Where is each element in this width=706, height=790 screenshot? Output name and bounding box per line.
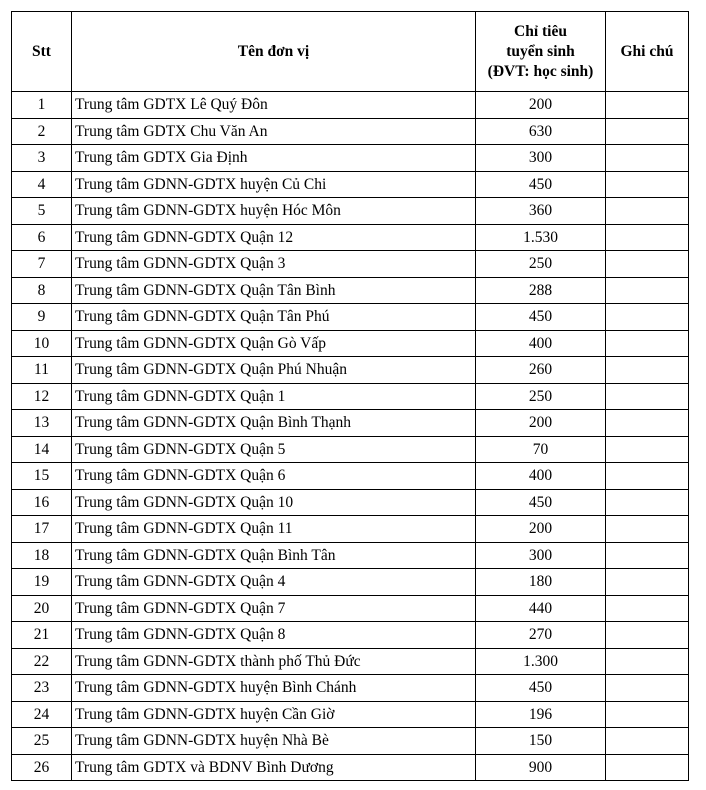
table-row <box>12 92 689 119</box>
row-note <box>606 516 689 543</box>
row-quota: 250 <box>476 251 606 278</box>
table-row <box>12 463 689 490</box>
table-row <box>12 410 689 437</box>
row-stt: 14 <box>12 436 72 463</box>
table-row <box>12 675 689 702</box>
table-row <box>12 145 689 172</box>
row-stt: 2 <box>12 118 72 145</box>
table-body <box>12 92 689 781</box>
row-unit-name: Trung tâm GDNN-GDTX Quận 12 <box>72 224 476 251</box>
row-quota: 300 <box>476 542 606 569</box>
row-stt: 21 <box>12 622 72 649</box>
row-stt: 9 <box>12 304 72 331</box>
table-row <box>12 595 689 622</box>
row-note <box>606 330 689 357</box>
table-row <box>12 198 689 225</box>
row-note <box>606 198 689 225</box>
row-stt: 15 <box>12 463 72 490</box>
header-quota <box>476 12 606 92</box>
row-quota: 900 <box>476 754 606 781</box>
row-unit-name: Trung tâm GDNN-GDTX Quận Phú Nhuận <box>72 357 476 384</box>
table-row <box>12 648 689 675</box>
row-note <box>606 92 689 119</box>
row-note <box>606 701 689 728</box>
row-unit-name: Trung tâm GDTX Gia Định <box>72 145 476 172</box>
row-quota: 250 <box>476 383 606 410</box>
header-quota-line1: Chỉ tiêu <box>514 22 567 40</box>
row-quota: 70 <box>476 436 606 463</box>
row-unit-name: Trung tâm GDNN-GDTX huyện Bình Chánh <box>72 675 476 702</box>
row-quota: 630 <box>476 118 606 145</box>
row-stt: 16 <box>12 489 72 516</box>
row-stt: 6 <box>12 224 72 251</box>
table-row <box>12 622 689 649</box>
table-row <box>12 304 689 331</box>
row-stt: 26 <box>12 754 72 781</box>
row-quota: 288 <box>476 277 606 304</box>
row-stt: 4 <box>12 171 72 198</box>
row-quota: 270 <box>476 622 606 649</box>
row-unit-name: Trung tâm GDNN-GDTX huyện Củ Chi <box>72 171 476 198</box>
table-row <box>12 330 689 357</box>
row-quota: 450 <box>476 675 606 702</box>
row-quota: 450 <box>476 171 606 198</box>
table-row <box>12 251 689 278</box>
row-stt: 25 <box>12 728 72 755</box>
row-unit-name: Trung tâm GDNN-GDTX huyện Nhà Bè <box>72 728 476 755</box>
row-quota: 150 <box>476 728 606 755</box>
table-row <box>12 383 689 410</box>
row-stt: 13 <box>12 410 72 437</box>
row-note <box>606 171 689 198</box>
table-row <box>12 569 689 596</box>
table-row <box>12 489 689 516</box>
row-quota: 260 <box>476 357 606 384</box>
table-row <box>12 701 689 728</box>
row-unit-name: Trung tâm GDNN-GDTX Quận 7 <box>72 595 476 622</box>
row-quota: 1.530 <box>476 224 606 251</box>
header-note: Ghi chú <box>606 12 689 92</box>
row-stt: 7 <box>12 251 72 278</box>
row-note <box>606 118 689 145</box>
row-note <box>606 224 689 251</box>
row-unit-name: Trung tâm GDNN-GDTX Quận 6 <box>72 463 476 490</box>
row-stt: 19 <box>12 569 72 596</box>
row-unit-name: Trung tâm GDNN-GDTX Quận 10 <box>72 489 476 516</box>
table-row <box>12 754 689 781</box>
row-unit-name: Trung tâm GDNN-GDTX Quận Tân Phú <box>72 304 476 331</box>
enrollment-quota-table <box>11 11 689 781</box>
row-quota: 440 <box>476 595 606 622</box>
table-header <box>12 12 689 92</box>
header-row <box>12 12 689 92</box>
row-stt: 24 <box>12 701 72 728</box>
table-row <box>12 357 689 384</box>
row-note <box>606 383 689 410</box>
table-row <box>12 516 689 543</box>
row-quota: 360 <box>476 198 606 225</box>
row-unit-name: Trung tâm GDNN-GDTX huyện Cần Giờ <box>72 701 476 728</box>
row-unit-name: Trung tâm GDNN-GDTX Quận 4 <box>72 569 476 596</box>
row-quota: 400 <box>476 330 606 357</box>
table-row <box>12 728 689 755</box>
row-note <box>606 489 689 516</box>
table-row <box>12 224 689 251</box>
header-quota-line3: (ĐVT: học sinh) <box>487 62 594 80</box>
row-quota: 450 <box>476 304 606 331</box>
row-stt: 20 <box>12 595 72 622</box>
row-stt: 8 <box>12 277 72 304</box>
row-stt: 11 <box>12 357 72 384</box>
row-quota: 180 <box>476 569 606 596</box>
row-note <box>606 675 689 702</box>
table-row <box>12 171 689 198</box>
row-stt: 17 <box>12 516 72 543</box>
row-stt: 5 <box>12 198 72 225</box>
row-note <box>606 145 689 172</box>
row-quota: 400 <box>476 463 606 490</box>
row-stt: 12 <box>12 383 72 410</box>
row-quota: 196 <box>476 701 606 728</box>
row-stt: 1 <box>12 92 72 119</box>
row-note <box>606 410 689 437</box>
row-quota: 200 <box>476 410 606 437</box>
row-note <box>606 595 689 622</box>
row-unit-name: Trung tâm GDNN-GDTX Quận 5 <box>72 436 476 463</box>
table-row <box>12 277 689 304</box>
row-stt: 3 <box>12 145 72 172</box>
row-note <box>606 304 689 331</box>
row-quota: 300 <box>476 145 606 172</box>
row-note <box>606 463 689 490</box>
row-stt: 10 <box>12 330 72 357</box>
table-row <box>12 118 689 145</box>
row-unit-name: Trung tâm GDNN-GDTX Quận 8 <box>72 622 476 649</box>
row-stt: 18 <box>12 542 72 569</box>
row-unit-name: Trung tâm GDNN-GDTX Quận Bình Tân <box>72 542 476 569</box>
row-note <box>606 251 689 278</box>
row-unit-name: Trung tâm GDNN-GDTX Quận Gò Vấp <box>72 330 476 357</box>
header-unit-name: Tên đơn vị <box>72 12 476 92</box>
row-note <box>606 357 689 384</box>
row-quota: 1.300 <box>476 648 606 675</box>
row-unit-name: Trung tâm GDNN-GDTX Quận Tân Bình <box>72 277 476 304</box>
row-quota: 200 <box>476 516 606 543</box>
row-note <box>606 542 689 569</box>
row-stt: 22 <box>12 648 72 675</box>
row-note <box>606 622 689 649</box>
row-note <box>606 648 689 675</box>
row-unit-name: Trung tâm GDTX Lê Quý Đôn <box>72 92 476 119</box>
table-row <box>12 436 689 463</box>
row-unit-name: Trung tâm GDTX Chu Văn An <box>72 118 476 145</box>
row-unit-name: Trung tâm GDNN-GDTX Quận 3 <box>72 251 476 278</box>
row-unit-name: Trung tâm GDNN-GDTX Quận 1 <box>72 383 476 410</box>
row-note <box>606 436 689 463</box>
table-row <box>12 542 689 569</box>
header-quota-line2: tuyển sinh <box>506 42 575 60</box>
row-unit-name: Trung tâm GDNN-GDTX huyện Hóc Môn <box>72 198 476 225</box>
row-unit-name: Trung tâm GDNN-GDTX Quận Bình Thạnh <box>72 410 476 437</box>
row-quota: 200 <box>476 92 606 119</box>
header-stt: Stt <box>12 12 72 92</box>
row-unit-name: Trung tâm GDTX và BDNV Bình Dương <box>72 754 476 781</box>
row-note <box>606 728 689 755</box>
row-unit-name: Trung tâm GDNN-GDTX thành phố Thủ Đức <box>72 648 476 675</box>
row-note <box>606 569 689 596</box>
row-note <box>606 754 689 781</box>
row-quota: 450 <box>476 489 606 516</box>
row-stt: 23 <box>12 675 72 702</box>
row-unit-name: Trung tâm GDNN-GDTX Quận 11 <box>72 516 476 543</box>
row-note <box>606 277 689 304</box>
